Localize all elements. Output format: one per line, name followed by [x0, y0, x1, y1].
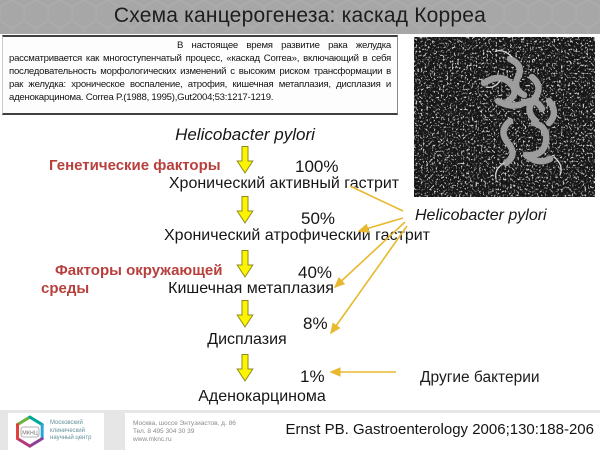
page-title: Схема канцерогенеза: каскад Корреа: [113, 4, 487, 27]
citation: Ernst PB. Gastroenterology 2006;130:188-206: [285, 421, 594, 438]
percent-8: 8%: [303, 314, 328, 333]
intro-paragraph: В настоящее время развитие рака желудка рассматривается как многоступенчатый процесс, «каскад Correa», включающий в себя последовательность морфологических изменений с высоким риском трансформации в рак желудка: хроническое воспаление, атрофия, кишечная метаплазия, дисплазия и аденокарцинома. Correa P.(1988, 1995),Gut2004;53:1217-1219.: [9, 40, 391, 103]
hpylori-micrograph: [414, 37, 595, 197]
hpylori-top-label: Helicobacter pylori: [175, 125, 315, 144]
genetic-factors-label: Генетические факторы: [49, 157, 221, 174]
footer-logo-card: [8, 413, 104, 450]
org-name-line2: клинический: [50, 427, 86, 434]
stage-adenocarcinoma: Аденокарцинома: [198, 388, 326, 405]
other-bacteria-label: Другие бактерии: [420, 369, 540, 386]
down-arrow-3: [236, 250, 254, 278]
intro-text-box: [2, 35, 398, 115]
address-line: Москва, шоссе Энтузиастов, д. 86: [133, 420, 236, 427]
org-name-line3: научный центр: [50, 435, 92, 441]
percent-1: 1%: [300, 367, 325, 386]
down-arrow-1: [236, 146, 254, 174]
footer-info-card: [125, 413, 600, 450]
micrograph-image: [414, 37, 595, 197]
environment-factors-label-line2: среды: [41, 280, 90, 297]
title-band: [0, 0, 600, 34]
down-arrow-2: [236, 196, 254, 224]
environment-factors-label-line1: Факторы окружающей: [55, 262, 223, 279]
org-name-line1: Московский: [50, 420, 83, 426]
footer: [0, 410, 600, 450]
percent-50: 50%: [301, 209, 336, 228]
hpylori-side-label: Helicobacter pylori: [415, 207, 547, 224]
mknc-logo-icon: [14, 414, 46, 450]
stage-chronic-atrophic-gastritis: Хронический атрофический гастрит: [164, 227, 430, 244]
org-name: [50, 420, 91, 443]
down-arrow-4: [236, 300, 254, 328]
down-arrow-5: [236, 354, 254, 382]
stage-intestinal-metaplasia: Кишечная метаплазия: [168, 280, 334, 297]
address-block: [133, 420, 236, 444]
stage-chronic-active-gastritis: Хронический активный гастрит: [168, 175, 400, 192]
phone-line: Тел. 8 495 304 30 39: [133, 428, 195, 435]
percent-40: 40%: [298, 263, 333, 282]
stage-dysplasia: Дисплазия: [207, 331, 287, 348]
website-line: www.mknc.ru: [133, 436, 172, 443]
mknc-logo-text: МКНЦ: [22, 430, 38, 437]
percent-100: 100%: [295, 157, 339, 176]
